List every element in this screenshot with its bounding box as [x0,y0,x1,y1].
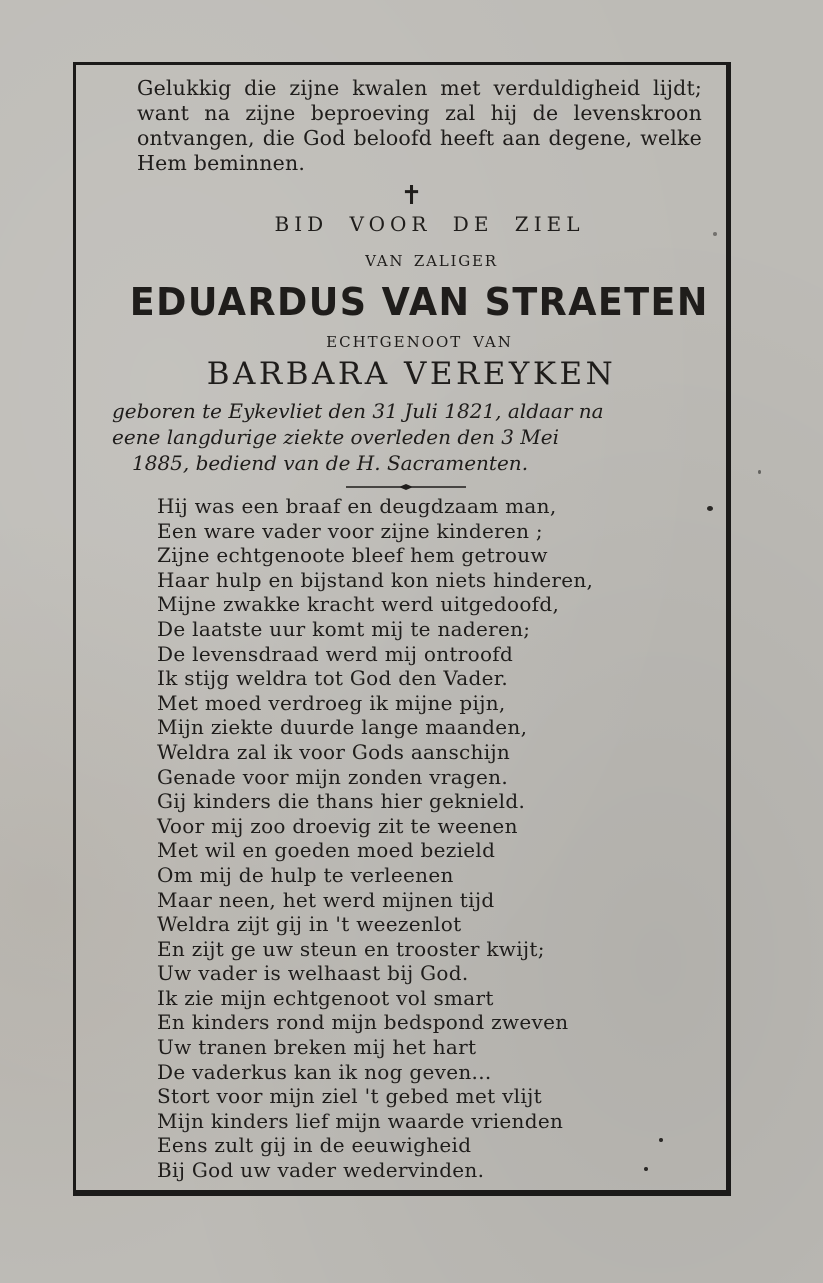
poem-line: Ik zie mijn echtgenoot vol smart [157,985,494,1010]
poem-line: De vaderkus kan ik nog geven... [157,1059,492,1084]
biography-line-1: geboren te Eykevliet den 31 Juli 1821, aldaar na [112,399,604,423]
poem-line: Stort voor mijn ziel 't gebed met vlijt [157,1084,542,1109]
poem-line: En zijt ge uw steun en trooster kwijt; [157,936,545,961]
poem-line: Een ware vader voor zijne kinderen ; [157,518,543,543]
poem-line: Genade voor mijn zonden vragen. [157,764,509,789]
spouse-name: BARBARA VEREYKEN [206,356,617,392]
poem-line: Mijne zwakke kracht werd uitgedoofd, [157,592,560,617]
poem-line: Uw vader is welhaast bij God. [157,961,469,986]
cross-icon: ✝ [400,181,423,211]
poem-line: Eens zult gij in de eeuwigheid [157,1133,472,1158]
poem-line: Weldra zal ik voor Gods aanschijn [157,739,511,764]
poem-line: Voor mij zoo droevig zit te weenen [157,813,518,838]
poem-line: Haar hulp en bijstand kon niets hinderen, [157,567,594,592]
diamond-rule-ornament-icon [346,484,466,490]
poem-line: Mijn ziekte duurde lange maanden, [157,715,528,740]
paper-speck [644,1167,648,1171]
opening-verse: Gelukkig die zijne kwalen met verduldigheid lijdt; want na zijne beproeving zal hij de levenskroon ontvangen, die God beloofd heeft aan degene, welke Hem beminnen. [137,76,702,175]
poem-line: Met wil en goeden moed bezield [157,838,496,863]
poem-line: Zijne echtgenoote bleef hem getrouw [157,543,548,568]
poem-line: Uw tranen breken mij het hart [157,1035,477,1060]
paper-speck [659,1138,663,1142]
van-zaliger-label: VAN ZALIGER [365,252,498,270]
poem-line: De laatste uur komt mij te naderen; [157,616,531,641]
poem-line: Maar neen, het werd mijnen tijd [157,887,495,912]
poem-line: Gij kinders die thans hier geknield. [157,789,526,814]
deceased-name: EDUARDUS VAN STRAETEN [129,280,709,324]
poem-line: Mijn kinders lief mijn waarde vrienden [157,1108,564,1133]
memorial-poem [157,494,593,1183]
poem-line: Ik stijg weldra tot God den Vader. [157,666,509,691]
poem-line: Weldra zijt gij in 't weezenlot [157,912,462,937]
paper-speck [713,232,717,236]
prayer-heading: BID VOOR DE ZIEL [274,212,585,236]
poem-line: En kinders rond mijn bedspond zweven [157,1010,569,1035]
biography-text [112,398,700,476]
poem-line: De levensdraad werd mij ontroofd [157,641,514,666]
biography-line-2: eene langdurige ziekte overleden den 3 Mei [112,425,560,449]
biography-line-3: 1885, bediend van de H. Sacramenten. [132,451,529,475]
poem-line: Om mij de hulp te verleenen [157,862,454,887]
spouse-label: ECHTGENOOT VAN [326,333,513,351]
poem-line: Bij God uw vader wedervinden. [157,1158,485,1183]
paper-speck [707,506,713,511]
poem-line: Met moed verdroeg ik mijne pijn, [157,690,506,715]
poem-line: Hij was een braaf en deugdzaam man, [157,494,557,518]
paper-speck [758,470,761,474]
